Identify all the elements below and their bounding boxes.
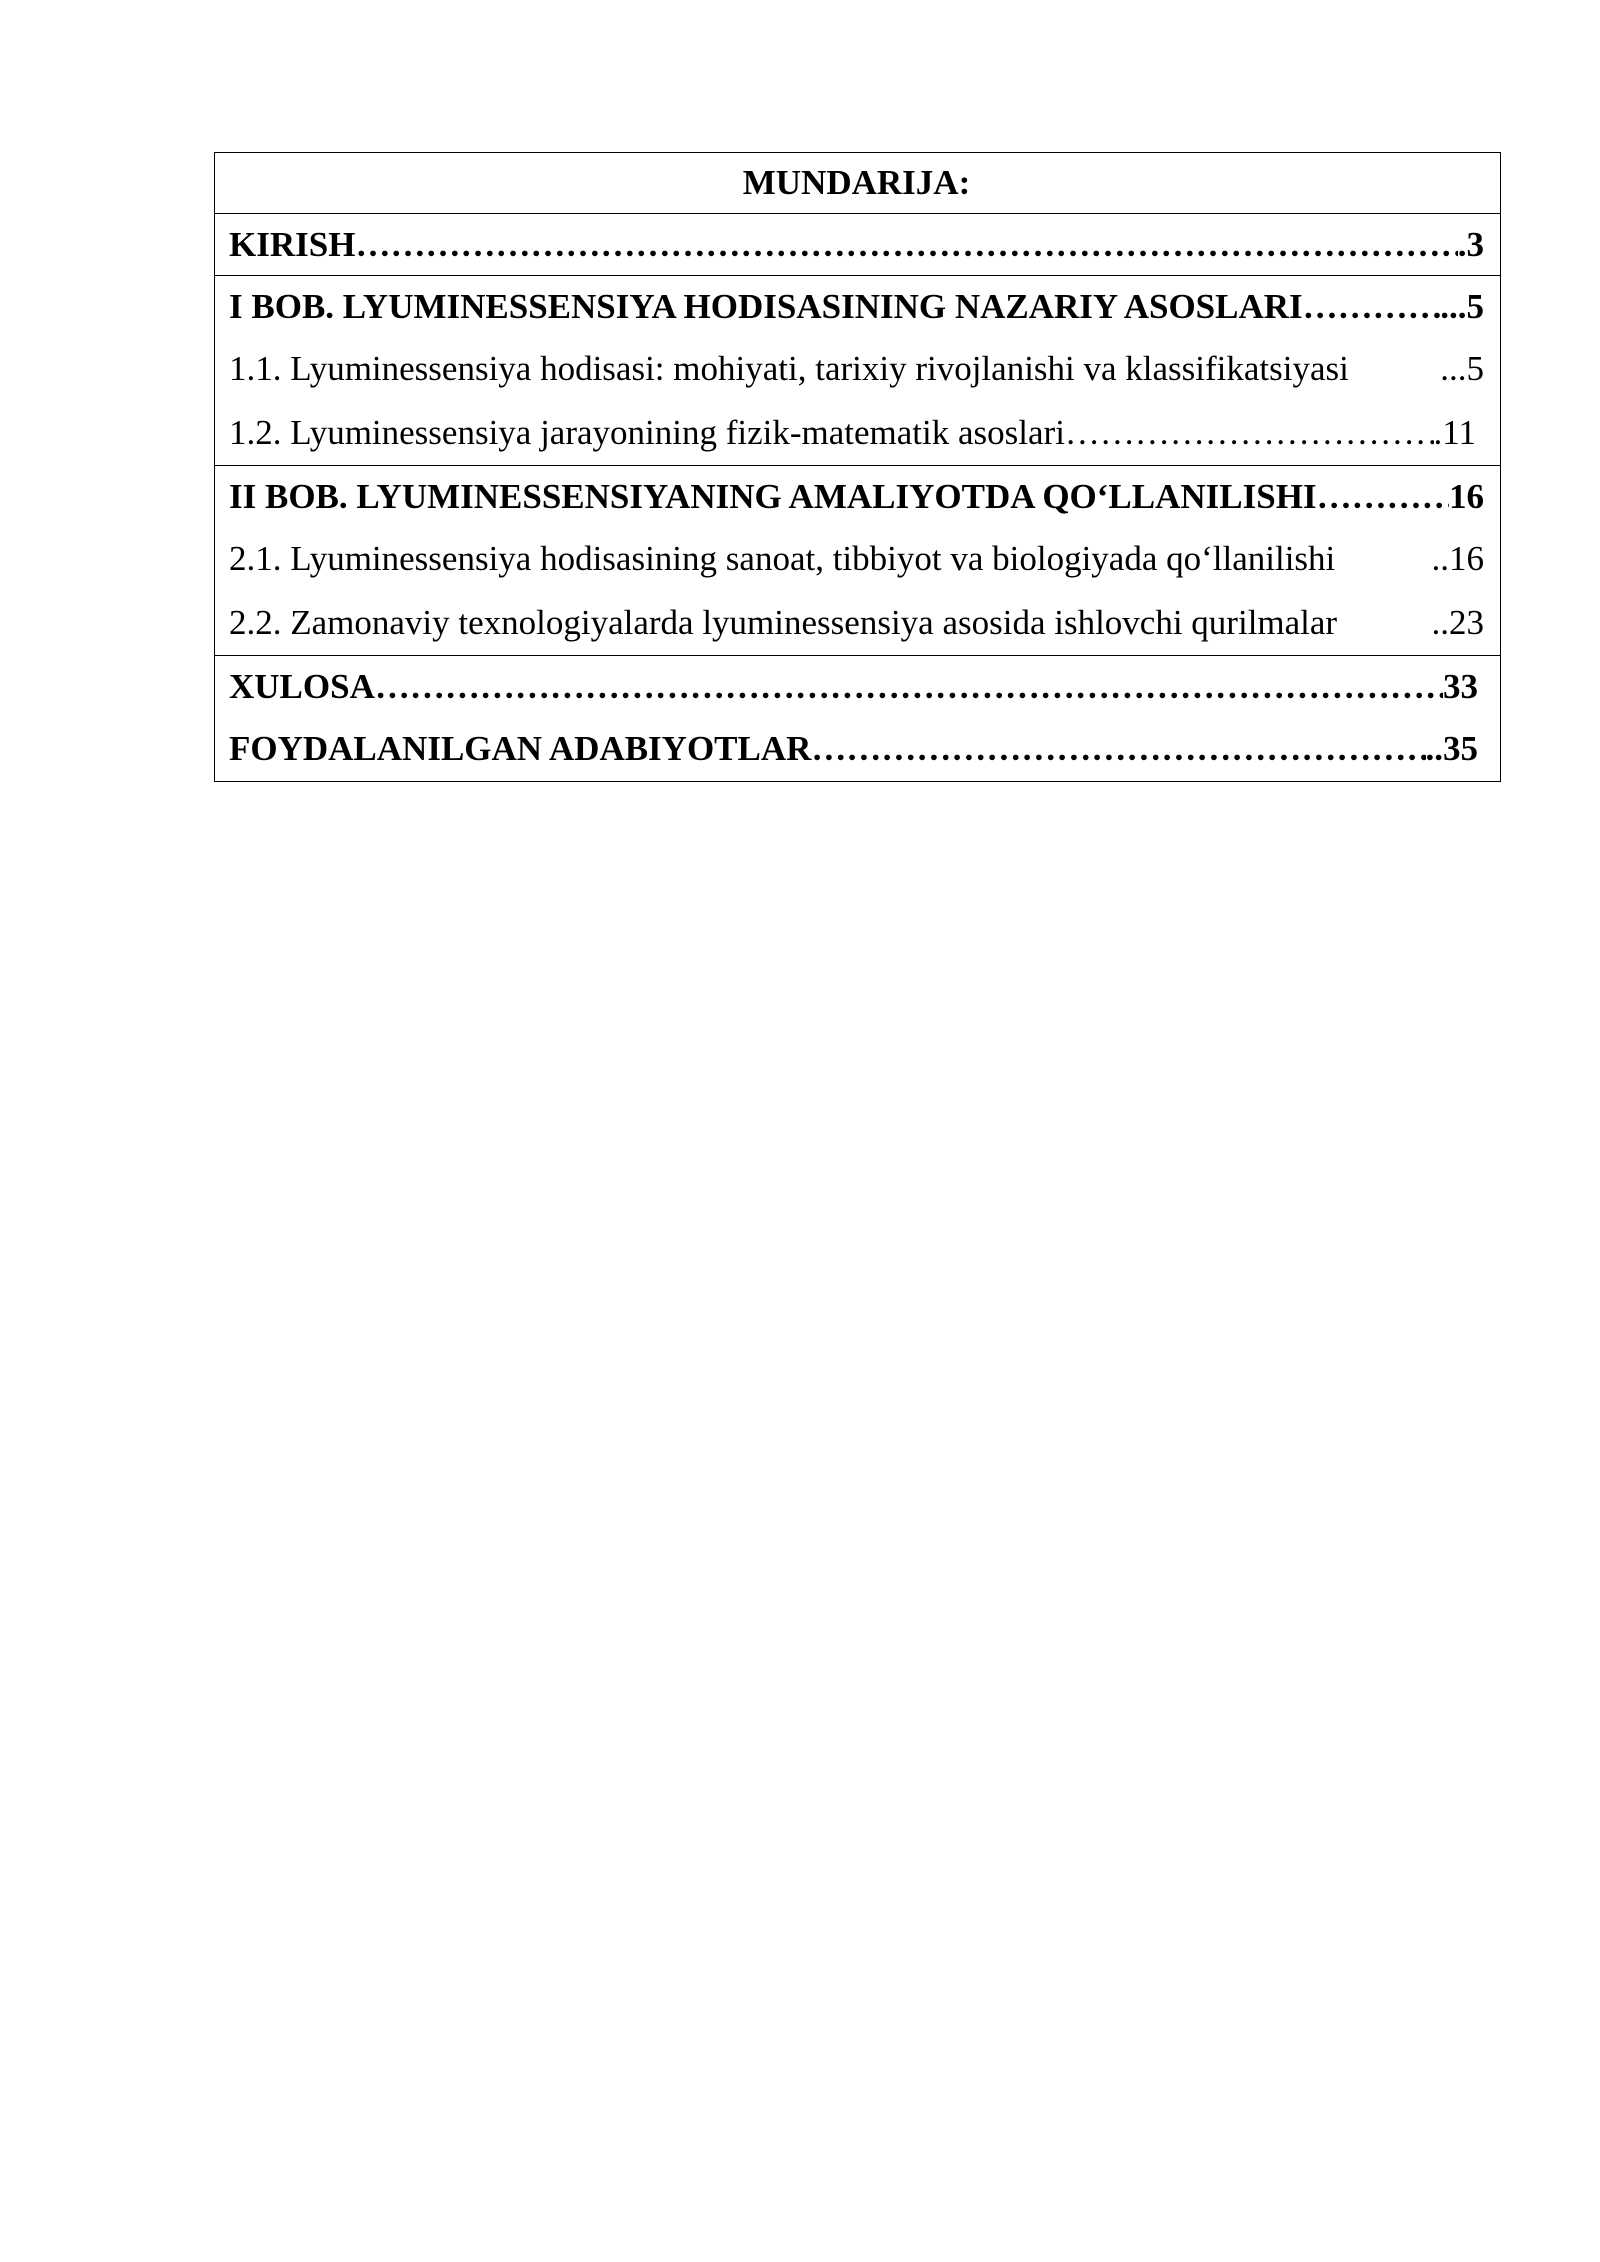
toc-entry-page: ..35: [1425, 729, 1478, 768]
toc-entry-label: 1.1. Lyuminessensiya hodisasi: mohiyati, tarixiy rivojlanishi va klassifikatsiyasi: [229, 349, 1349, 388]
toc-entry-label: KIRISH: [229, 225, 356, 264]
toc-entry-page: ...5: [1440, 287, 1484, 326]
toc-section-conclusion: [215, 656, 1500, 781]
toc-title-section: [215, 153, 1500, 214]
toc-section-chapter-2: [215, 466, 1500, 656]
toc-entry-references[interactable]: [229, 717, 1484, 781]
toc-entry-2-2[interactable]: [229, 591, 1484, 655]
toc-leader-dots: [811, 717, 1425, 781]
toc-entry-page: ..23: [1431, 603, 1484, 642]
toc-section-chapter-1: [215, 276, 1500, 466]
toc-entry-1-1[interactable]: [229, 337, 1484, 401]
toc-leader-dots: [1065, 401, 1434, 465]
toc-leader-dots: [1303, 276, 1441, 337]
toc-entry-1-2[interactable]: [229, 401, 1484, 465]
toc-section-intro: [215, 214, 1500, 276]
toc-leader-dots: [1317, 466, 1449, 527]
toc-entry-label: 2.2. Zamonaviy texnologiyalarda lyuminessensiya asosida ishlovchi qurilmalar: [229, 603, 1338, 642]
toc-entry-label: 2.1. Lyuminessensiya hodisasining sanoat, tibbiyot va biologiyada qo‘llanilishi: [229, 539, 1336, 578]
toc-entry-page: ..16: [1431, 539, 1484, 578]
toc-entry-page: .11: [1433, 413, 1476, 452]
toc-leader-dots: [355, 214, 1457, 275]
toc-entry-xulosa[interactable]: [229, 656, 1484, 717]
table-of-contents: [214, 152, 1501, 782]
toc-entry-label: FOYDALANILGAN ADABIYOTLAR: [229, 729, 812, 768]
toc-entry-2-1[interactable]: [229, 527, 1484, 591]
toc-entry-page: 16: [1449, 477, 1484, 516]
toc-entry-label: I BOB. LYUMINESSENSIYA HODISASINING NAZARIY ASOSLARI: [229, 287, 1303, 326]
toc-entry-page: .3: [1457, 225, 1484, 264]
toc-title: MUNDARIJA:: [742, 163, 971, 202]
toc-entry-page: 33: [1443, 667, 1478, 706]
toc-leader-dots: [375, 656, 1443, 717]
toc-entry-label: XULOSA: [229, 667, 375, 706]
toc-entry-label: II BOB. LYUMINESSENSIYANING AMALIYOTDA QO‘LLANILISHI: [229, 477, 1317, 516]
toc-entry-kirish[interactable]: [229, 214, 1484, 275]
toc-entry-chapter-1[interactable]: [229, 276, 1484, 337]
toc-entry-page: ...5: [1440, 349, 1484, 388]
toc-entry-label: 1.2. Lyuminessensiya jarayonining fizik-matematik asoslari: [229, 413, 1065, 452]
toc-entry-chapter-2[interactable]: [229, 466, 1484, 527]
